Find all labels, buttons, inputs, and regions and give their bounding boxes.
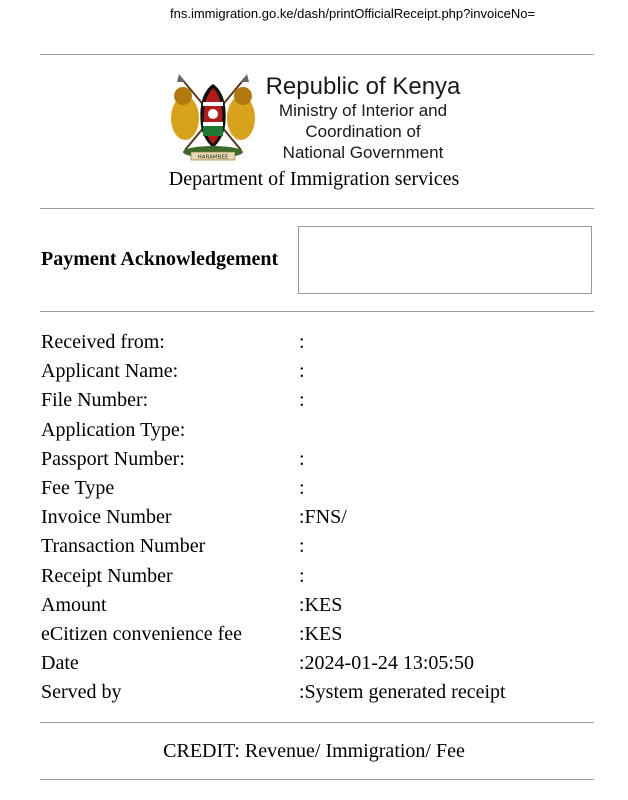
ministry-line-3: National Government <box>282 143 444 162</box>
receipt-row <box>41 357 601 386</box>
receipt-row-label: Date <box>41 652 79 675</box>
footer-divider-top <box>40 722 594 723</box>
department-name: Department of Immigration services <box>168 168 460 190</box>
page-url: fns.immigration.go.ke/dash/printOfficialReceipt.php?invoiceNo= <box>170 6 536 21</box>
receipt-row-label: Applicant Name: <box>41 360 179 383</box>
receipt-row-value: :KES <box>299 593 343 616</box>
receipt-row-value: : <box>299 389 305 412</box>
receipt-row-value: : <box>299 447 305 470</box>
payment-title: Payment Acknowledgement <box>41 248 279 270</box>
receipt-row-label: Receipt Number <box>41 564 173 587</box>
credit-line: CREDIT: Revenue/ Immigration/ Fee <box>163 740 465 762</box>
footer-divider-bottom <box>40 779 594 780</box>
receipt-row-label: eCitizen convenience fee <box>41 622 242 645</box>
receipt-row <box>41 503 601 532</box>
receipt-row-value: : <box>299 476 305 499</box>
receipt-row-label: Received from: <box>41 331 165 353</box>
receipt-row-label: File Number: <box>41 389 149 412</box>
receipt-row-label: Served by <box>41 681 122 704</box>
receipt-row <box>41 620 601 649</box>
receipt-row <box>41 532 601 561</box>
receipt-row <box>41 649 601 678</box>
receipt-row <box>41 678 601 707</box>
receipt-row-label: Invoice Number <box>41 506 172 529</box>
receipt-row-label: Passport Number: <box>41 447 185 470</box>
receipt-row <box>41 445 601 474</box>
receipt-details <box>41 328 601 707</box>
receipt-row-value: :FNS/ <box>299 506 347 529</box>
receipt-row <box>41 562 601 591</box>
receipt-row-label: Application Type: <box>41 418 186 441</box>
ministry-logo <box>163 70 463 165</box>
ministry-line-1: Ministry of Interior and <box>278 101 448 120</box>
receipt-row-label: Transaction Number <box>41 535 206 558</box>
ministry-title <box>263 74 463 163</box>
kenya-coat-of-arms-icon <box>163 70 263 162</box>
receipt-row-value: : <box>299 535 305 558</box>
motto-text: HARAMBEE <box>197 154 229 161</box>
qr-code-box <box>298 226 592 294</box>
receipt-row <box>41 591 601 620</box>
receipt-row <box>41 474 601 503</box>
country-name: Republic of Kenya <box>265 73 461 100</box>
receipt-row-value: : <box>299 331 305 353</box>
header-divider <box>40 208 594 209</box>
receipt-row-value: :2024-01-24 13:05:50 <box>299 652 474 675</box>
ministry-line-2: Coordination of <box>305 122 421 141</box>
receipt-row-value: : <box>299 564 305 587</box>
section-divider <box>40 311 594 312</box>
receipt-row <box>41 416 601 445</box>
top-divider <box>40 54 594 55</box>
receipt-row-value: :System generated receipt <box>299 681 506 704</box>
receipt-row-label: Amount <box>41 593 107 616</box>
receipt-row <box>41 386 601 415</box>
receipt-row-value: :KES <box>299 622 343 645</box>
receipt-row <box>41 328 601 357</box>
receipt-row-value: : <box>299 360 305 383</box>
receipt-row-label: Fee Type <box>41 476 115 499</box>
